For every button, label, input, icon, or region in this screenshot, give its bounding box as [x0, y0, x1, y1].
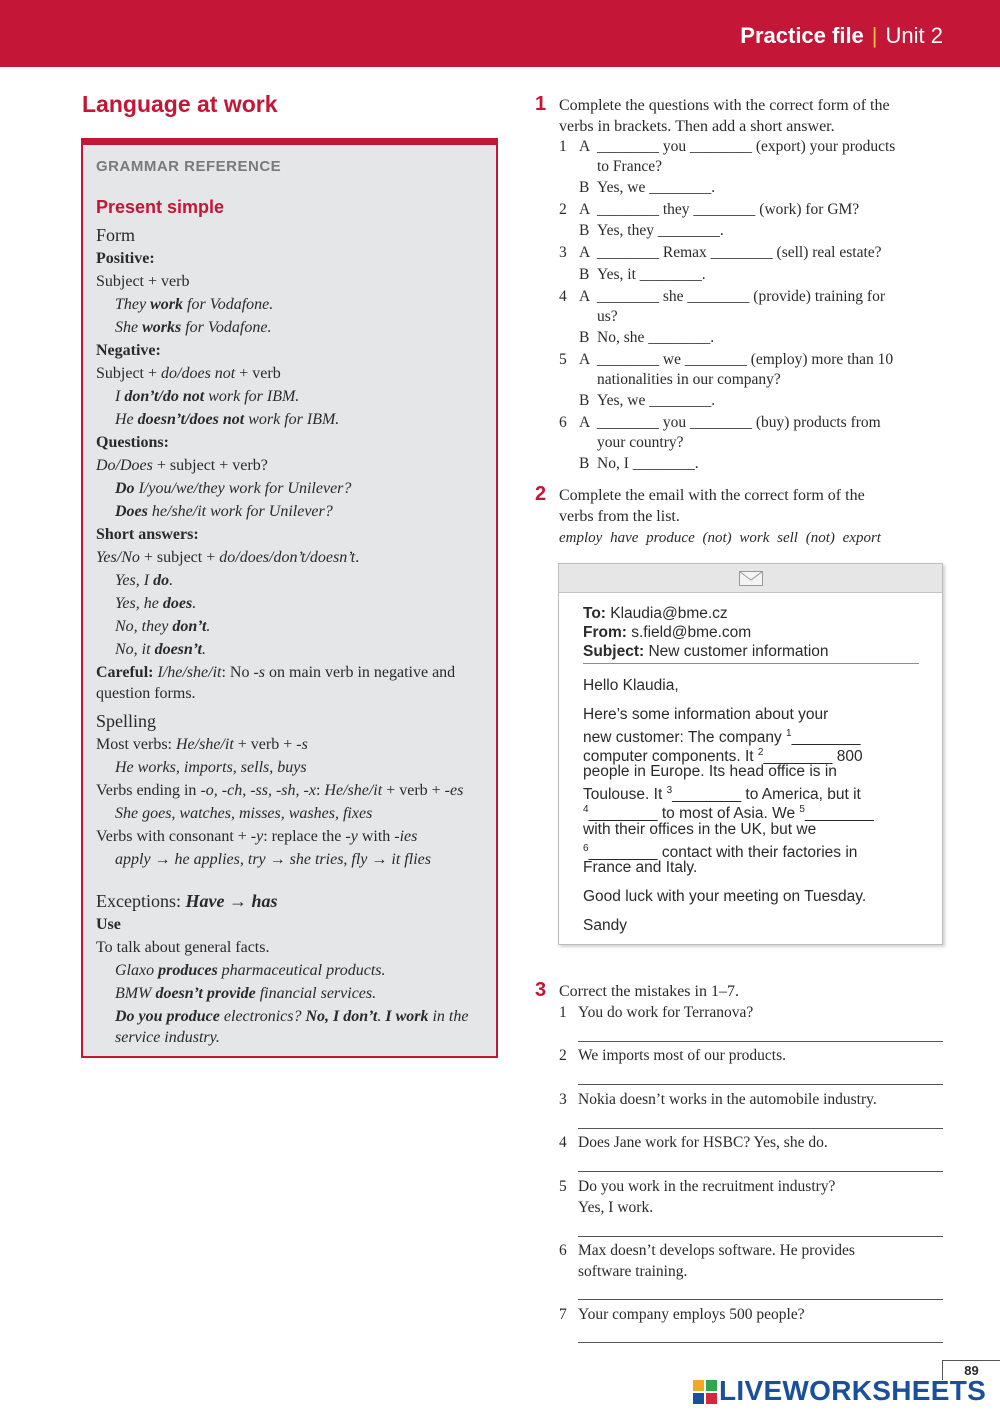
email-from: From: s.field@bme.com	[583, 624, 752, 641]
careful-note-continued: question forms.	[96, 685, 196, 702]
answer-line[interactable]	[578, 1041, 943, 1042]
email-body-line: $^6$________ contact with their factories in	[583, 843, 858, 862]
email-to: To: Klaudia@bme.cz	[583, 605, 728, 622]
email-closing: Good luck with your meeting on Tuesday.	[583, 888, 867, 905]
speaker-label: B	[579, 266, 590, 283]
use-example: BMW doesn’t provide financial services.	[115, 985, 377, 1002]
use-rule: To talk about general facts.	[96, 939, 270, 956]
form-subheading: Form	[96, 225, 136, 245]
item-number: 7	[559, 1306, 567, 1323]
speaker-label: B	[579, 222, 590, 239]
exceptions-line: Exceptions: Have → has	[96, 891, 278, 911]
email-body-line: Toulouse. It $^3$________ to America, but it	[583, 785, 861, 804]
answer-line[interactable]	[578, 1084, 943, 1085]
use-example-continued: service industry.	[115, 1029, 220, 1046]
verb-word-list: employ have produce (not) work sell (not) export	[559, 530, 881, 546]
careful-note: Careful: I/he/she/it: No -s on main verb in negative and	[96, 664, 456, 681]
exercise-1-line: No, she ________.	[597, 329, 715, 346]
speaker-label: B	[579, 392, 590, 409]
section-title: Language at work	[82, 91, 278, 117]
exercise-1-line: ________ she ________ (provide) training for	[597, 288, 885, 305]
exercise-2-instructions: Complete the email with the correct form of the verbs from the list.	[559, 487, 865, 525]
item-number: 4	[559, 288, 567, 305]
speaker-label: A	[579, 244, 591, 261]
spelling-example: He works, imports, sells, buys	[115, 759, 307, 776]
exercise-1-line: No, I ________.	[597, 455, 699, 472]
speaker-label: A	[579, 288, 591, 305]
mistake-sentence-continued: software training.	[578, 1263, 688, 1280]
positive-rule: Subject + verb	[96, 273, 190, 290]
exercise-1-line: ________ they ________ (work) for GM?	[597, 201, 860, 218]
exercise-1-line: Yes, it ________.	[597, 266, 706, 283]
mistake-sentence: You do work for Terranova?	[578, 1004, 754, 1021]
mistake-sentence: We imports most of our products.	[578, 1047, 786, 1064]
mistake-sentence: Nokia doesn’t works in the automobile industry.	[578, 1091, 877, 1108]
spelling-subheading: Spelling	[96, 711, 157, 731]
email-body-line: Here’s some information about your	[583, 706, 829, 723]
email-greeting: Hello Klaudia,	[583, 677, 679, 694]
speaker-label: B	[579, 455, 590, 472]
exercise-1-line: Yes, they ________.	[597, 222, 724, 239]
email-body-line: computer components. It $^2$________ 800	[583, 747, 863, 766]
email-body-line: new customer: The company $^1$________	[583, 728, 861, 747]
exercise-1-line: ________ Remax ________ (sell) real estate?	[597, 244, 882, 261]
exercise-1-number: 1	[535, 93, 547, 115]
positive-label: Positive:	[96, 250, 155, 267]
short-answers-rule: Yes/No + subject + do/does/don’t/doesn’t.	[96, 549, 360, 566]
email-body-line: people in Europe. Its head office is in	[583, 763, 837, 780]
exercise-1-line: ________ you ________ (buy) products from	[597, 414, 881, 431]
negative-label: Negative:	[96, 342, 161, 359]
item-number: 4	[559, 1134, 567, 1151]
grammar-reference-label: GRAMMAR REFERENCE	[96, 158, 282, 175]
questions-example: Does he/she/it work for Unilever?	[115, 503, 333, 520]
grammar-heading: Present simple	[96, 197, 225, 217]
email-title-bar	[559, 564, 942, 593]
liveworksheets-wordmark: LIVEWORKSHEETS	[719, 1375, 987, 1406]
short-answer-example: Yes, he does.	[115, 595, 197, 612]
answer-line[interactable]	[578, 1128, 943, 1129]
email-body-line: France and Italy.	[583, 859, 698, 876]
exercise-1-line: nationalities in our company?	[597, 371, 781, 388]
envelope-icon	[739, 571, 763, 586]
item-number: 2	[559, 1047, 567, 1064]
spelling-rule-consonant: Verbs with consonant + -y: replace the -y with -ies	[96, 828, 418, 845]
exercise-1-line: us?	[597, 308, 618, 325]
short-answer-example: No, it doesn’t.	[115, 641, 206, 658]
email-subject: Subject: New customer information	[583, 643, 829, 660]
email-body-line: $^4$________ to most of Asia. We $^5$________	[583, 804, 874, 823]
questions-example: Do I/you/we/they work for Unilever?	[115, 480, 352, 497]
speaker-label: A	[579, 138, 591, 155]
item-number: 6	[559, 414, 567, 431]
item-number: 5	[559, 1178, 567, 1195]
negative-example: He doesn’t/does not work for IBM.	[115, 411, 340, 428]
email-window	[558, 563, 943, 945]
grammar-reference-box	[81, 138, 498, 1058]
email-divider	[583, 663, 919, 664]
email-signature: Sandy	[583, 917, 627, 934]
negative-example: I don’t/do not work for IBM.	[115, 388, 300, 405]
exercise-3-instructions: Correct the mistakes in 1–7.	[559, 983, 739, 1000]
answer-line[interactable]	[578, 1299, 943, 1300]
exercise-2-number: 2	[535, 483, 547, 505]
answer-line[interactable]	[578, 1236, 943, 1237]
item-number: 5	[559, 351, 567, 368]
liveworksheets-icon	[693, 1380, 717, 1404]
exercise-1-instructions: Complete the questions with the correct form of the verbs in brackets. Then add a short answer.	[559, 97, 890, 135]
mistake-sentence-continued: Yes, I work.	[578, 1199, 654, 1216]
item-number: 2	[559, 201, 567, 218]
page-header-bar	[0, 0, 1000, 67]
exercise-1-line: Yes, we ________.	[597, 179, 716, 196]
short-answer-example: Yes, I do.	[115, 572, 174, 589]
questions-label: Questions:	[96, 434, 169, 451]
speaker-label: A	[579, 201, 591, 218]
mistake-sentence: Does Jane work for HSBC? Yes, she do.	[578, 1134, 828, 1151]
speaker-label: B	[579, 179, 590, 196]
mistake-sentence: Your company employs 500 people?	[578, 1306, 805, 1323]
spelling-rule-endings: Verbs ending in -o, -ch, -ss, -sh, -x: He/she/it + verb + -es	[96, 782, 464, 799]
mistake-sentence: Max doesn’t develops software. He provides	[578, 1242, 855, 1259]
use-label: Use	[96, 916, 121, 933]
speaker-label: A	[579, 351, 591, 368]
negative-rule: Subject + do/does not + verb	[96, 365, 281, 382]
use-example: Glaxo produces pharmaceutical products.	[115, 962, 386, 979]
item-number: 1	[559, 1004, 567, 1021]
questions-rule: Do/Does + subject + verb?	[96, 457, 268, 474]
speaker-label: B	[579, 329, 590, 346]
exercise-3-number: 3	[535, 979, 547, 1001]
item-number: 3	[559, 244, 567, 261]
spelling-example: She goes, watches, misses, washes, fixes	[115, 805, 373, 822]
answer-line[interactable]	[578, 1171, 943, 1172]
mistake-sentence: Do you work in the recruitment industry?	[578, 1178, 836, 1195]
answer-line[interactable]	[578, 1342, 943, 1343]
exercise-1-line: Yes, we ________.	[597, 392, 716, 409]
header-title: Practice file | Unit 2	[740, 23, 943, 48]
short-answer-example: No, they don’t.	[115, 618, 211, 635]
exercise-1-line: ________ we ________ (employ) more than 10	[597, 351, 894, 368]
item-number: 3	[559, 1091, 567, 1108]
item-number: 1	[559, 138, 567, 155]
spelling-rule-most: Most verbs: He/she/it + verb + -s	[96, 736, 308, 753]
use-example: Do you produce electronics? No, I don’t. I work in the	[115, 1008, 469, 1025]
positive-example: She works for Vodafone.	[115, 319, 272, 336]
speaker-label: A	[579, 414, 591, 431]
item-number: 6	[559, 1242, 567, 1259]
short-answers-label: Short answers:	[96, 526, 199, 543]
email-body-line: with their offices in the UK, but we	[583, 821, 817, 838]
positive-example: They work for Vodafone.	[115, 296, 274, 313]
exercise-1-line: to France?	[597, 158, 662, 175]
page-number: 89	[942, 1360, 1000, 1380]
exercise-1-line: your country?	[597, 434, 684, 451]
spelling-example: apply → he applies, try → she tries, fly → it flies	[115, 851, 431, 868]
exercise-1-line: ________ you ________ (export) your products	[597, 138, 896, 155]
